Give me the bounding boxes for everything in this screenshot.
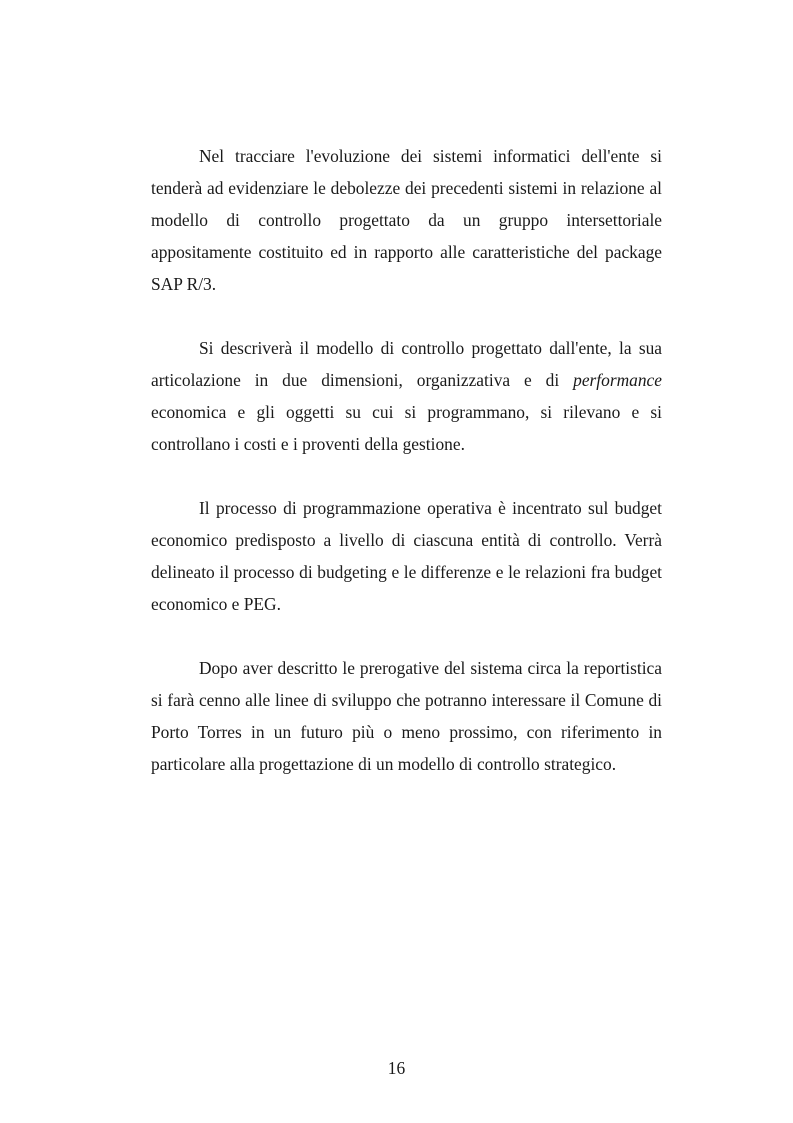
paragraph-2-emphasis: performance xyxy=(573,370,662,390)
paragraph-4 xyxy=(151,652,662,780)
paragraph-1 xyxy=(151,140,662,300)
paragraph-3-text: Il processo di programmazione operativa è incentrato sul budget economico predisposto a livello di ciascuna entità di controllo. Verrà delineato il processo di budgeting e le differenze e le relazioni fra budget economico e PEG. xyxy=(151,498,662,614)
paragraph-3 xyxy=(151,492,662,620)
paragraph-4-text: Dopo aver descritto le prerogative del sistema circa la reportistica si farà cenno alle linee di sviluppo che potranno interessare il Comune di Porto Torres in un futuro più o meno prossimo, con riferimento in particolare alla progettazione di un modello di controllo strategico. xyxy=(151,658,662,774)
paragraph-2 xyxy=(151,332,662,460)
paragraph-2-text-before: Si descriverà il modello di controllo progettato dall'ente, la sua articolazione in due dimensioni, organizzativa e di xyxy=(151,338,662,390)
paragraph-2-text-after: economica e gli oggetti su cui si programmano, si rilevano e si controllano i costi e i proventi della gestione. xyxy=(151,402,662,454)
page-number: 16 xyxy=(387,1058,406,1078)
paragraph-1-text: Nel tracciare l'evoluzione dei sistemi informatici dell'ente si tenderà ad evidenziare le debolezze dei precedenti sistemi in relazione al modello di controllo progettato da un gruppo intersettoriale appositamente costituito ed in rapporto alle caratteristiche del package SAP R/3. xyxy=(151,146,662,294)
page-body xyxy=(151,140,662,780)
